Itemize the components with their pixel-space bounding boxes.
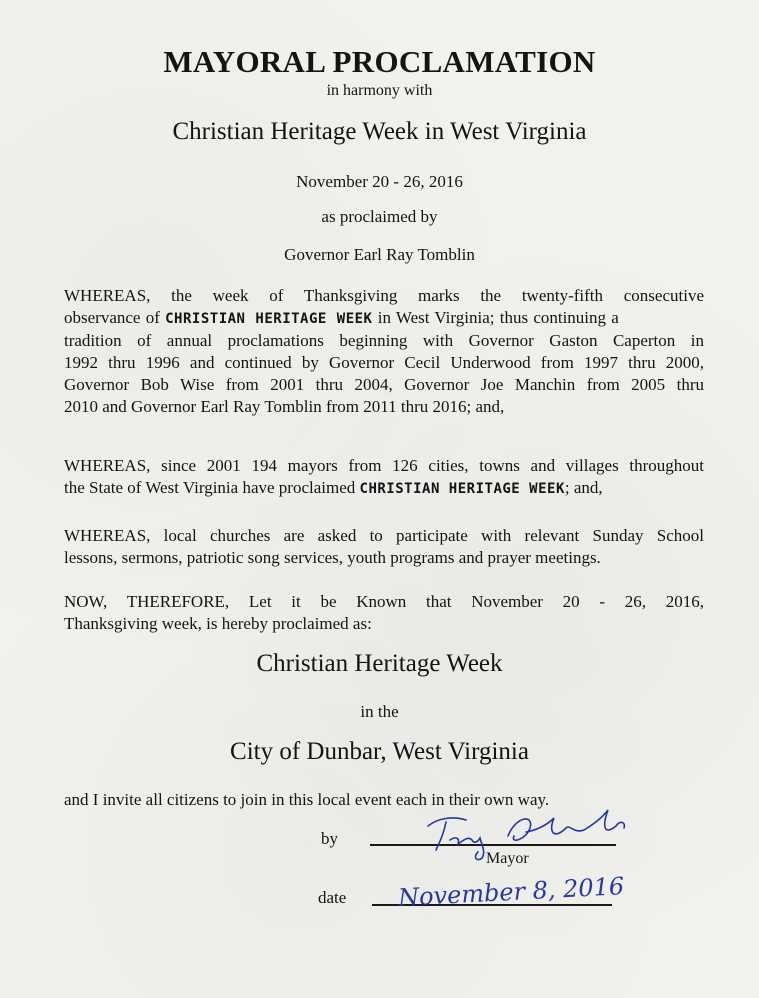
- text-fragment: ; and,: [564, 478, 603, 497]
- mayor-label: Mayor: [486, 850, 529, 867]
- text-line: Thanksgiving week, is hereby proclaimed as:: [64, 614, 372, 633]
- text-line: WHEREAS, local churches are asked to participate with relevant Sunday School: [64, 526, 704, 545]
- whereas-paragraph-3: [64, 525, 704, 569]
- text-fragment: the State of West Virginia have proclaimed: [64, 478, 360, 497]
- emphasis-text: CHRISTIAN HERITAGE WEEK: [165, 311, 373, 327]
- text-line: WHEREAS, since 2001 194 mayors from 126 cities, towns and villages throughout: [64, 456, 704, 475]
- observance-dates: November 20 - 26, 2016: [296, 172, 463, 191]
- text-line: [64, 307, 704, 330]
- date-label: date: [318, 888, 347, 907]
- state-heading: Christian Heritage Week in West Virginia: [172, 118, 587, 145]
- text-fragment: in West Virginia; thus continuing a: [372, 308, 619, 327]
- whereas-paragraph-1: [64, 285, 704, 418]
- text-line: 2010 and Governor Earl Ray Tomblin from 2011 thru 2016; and,: [64, 397, 505, 416]
- text-line: lessons, sermons, patriotic song services, youth programs and prayer meetings.: [64, 548, 601, 567]
- document-title: MAYORAL PROCLAMATION: [163, 44, 596, 79]
- proclaimed-title: Christian Heritage Week: [256, 650, 503, 677]
- now-therefore-paragraph: [64, 591, 704, 635]
- handwritten-date: November 8, 2016: [397, 872, 625, 912]
- emphasis-text: CHRISTIAN HERITAGE WEEK: [359, 481, 565, 497]
- by-label: by: [321, 829, 338, 848]
- text-line: WHEREAS, the week of Thanksgiving marks the twenty-fifth consecutive: [64, 286, 704, 305]
- text-line: [64, 477, 704, 500]
- text-line: tradition of annual proclamations beginning with Governor Gaston Caperton in: [64, 331, 704, 350]
- text-line: NOW, THEREFORE, Let it be Known that November 20 - 26, 2016,: [64, 592, 704, 611]
- city-name: City of Dunbar, West Virginia: [230, 738, 529, 765]
- invitation-text: and I invite all citizens to join in this local event each in their own way.: [64, 790, 550, 809]
- whereas-paragraph-2: [64, 455, 704, 500]
- text-line: 1992 thru 1996 and continued by Governor Cecil Underwood from 1997 thru 2000,: [64, 353, 704, 372]
- subtitle: in harmony with: [326, 82, 433, 99]
- text-fragment: observance of: [64, 308, 166, 327]
- text-line: Governor Bob Wise from 2001 thru 2004, Governor Joe Manchin from 2005 thru: [64, 375, 704, 394]
- governor-name: Governor Earl Ray Tomblin: [284, 245, 475, 264]
- in-the-label: in the: [360, 702, 399, 721]
- as-proclaimed-by: as proclaimed by: [321, 207, 438, 226]
